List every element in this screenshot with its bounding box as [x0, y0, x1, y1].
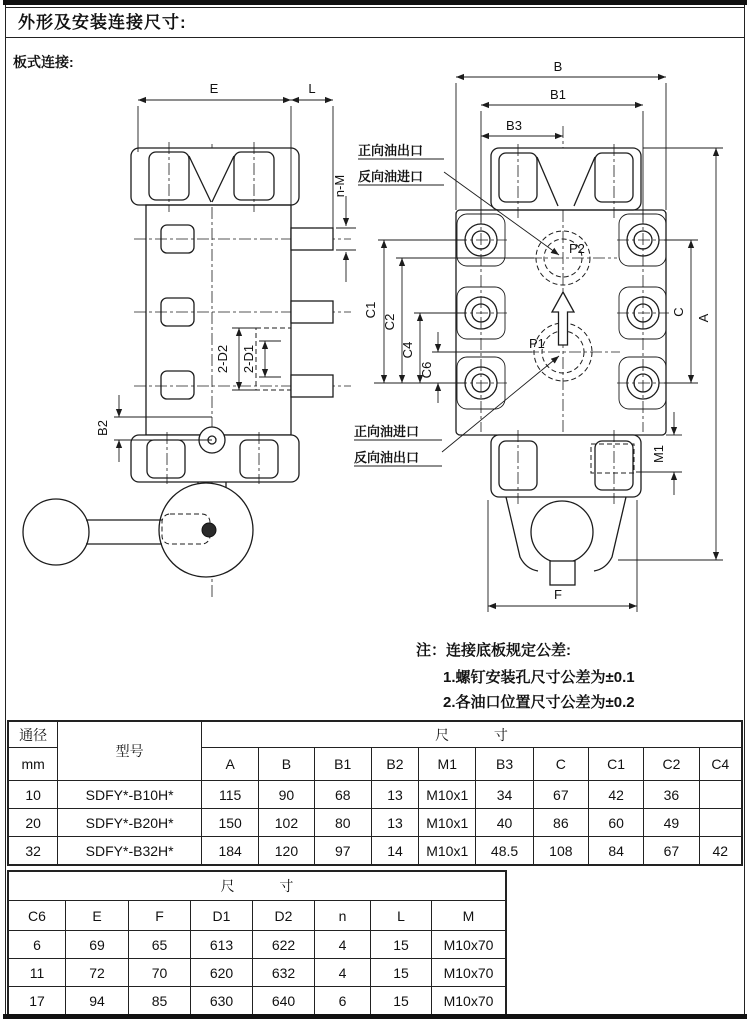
column-header: B3 [476, 748, 533, 781]
bottom-rule [3, 1014, 747, 1019]
cell-value: M10x70 [432, 959, 506, 987]
cell-value: 11 [9, 959, 66, 987]
cell-value: 80 [314, 809, 371, 837]
column-header: D2 [253, 901, 315, 931]
dim-C: C [671, 307, 686, 317]
cell-value [699, 809, 741, 837]
column-header: A [202, 748, 259, 781]
cell-value: 4 [315, 959, 371, 987]
cell-value: 42 [699, 837, 741, 865]
cell-value: 68 [314, 781, 371, 809]
cell-value: 36 [644, 781, 699, 809]
cell-model: SDFY*-B32H* [58, 837, 202, 865]
table-row [9, 987, 506, 1015]
dim-B1: B1 [550, 87, 566, 102]
left-view-dimensions [95, 81, 356, 462]
p1-callout-line2: 反向油出口 [354, 450, 420, 465]
dim-L: L [308, 81, 316, 96]
cell-dn: 20 [9, 809, 58, 837]
cell-value: 13 [371, 781, 418, 809]
table-row [9, 959, 506, 987]
tolerance-notes [416, 641, 635, 711]
p1-callout-line1: 正向油进口 [354, 424, 420, 439]
cell-value: 34 [476, 781, 533, 809]
cell-value: 6 [9, 931, 66, 959]
cell-dn: 10 [9, 781, 58, 809]
table-row [9, 809, 742, 837]
cell-value: 48.5 [476, 837, 533, 865]
cell-value: 632 [253, 959, 315, 987]
cell-value: 14 [371, 837, 418, 865]
cell-value: 108 [533, 837, 588, 865]
cell-value: 15 [371, 959, 432, 987]
cell-value: 17 [9, 987, 66, 1015]
table-row [9, 781, 742, 809]
flow-arrow [552, 292, 574, 345]
dim-E: E [209, 81, 219, 96]
column-header: M1 [419, 748, 476, 781]
col-header-dn: 通径 [9, 722, 58, 748]
cell-model: SDFY*-B20H* [58, 809, 202, 837]
cell-value: 40 [476, 809, 533, 837]
table-row [9, 931, 506, 959]
cell-value: 70 [129, 959, 191, 987]
dim-B3: B3 [506, 118, 522, 133]
cell-value: 15 [371, 987, 432, 1015]
cell-value [699, 781, 741, 809]
column-header: B2 [371, 748, 418, 781]
cell-value: 13 [371, 809, 418, 837]
p2-callout-line1: 正向油出口 [358, 143, 424, 158]
column-header: C2 [644, 748, 699, 781]
cell-value: 90 [259, 781, 314, 809]
cell-value: 65 [129, 931, 191, 959]
column-header: C1 [588, 748, 643, 781]
column-header: B1 [314, 748, 371, 781]
dim-C2: C2 [382, 313, 397, 331]
cell-value: 67 [644, 837, 699, 865]
cell-value: 84 [588, 837, 643, 865]
cell-value: M10x70 [432, 931, 506, 959]
column-header: n [315, 901, 371, 931]
cell-value: 640 [253, 987, 315, 1015]
note-item-1: 1.螺钉安装孔尺寸公差为±0.1 [443, 669, 635, 686]
note-title: 注：连接底板规定公差: [416, 642, 571, 659]
cell-value: 42 [588, 781, 643, 809]
port-p1-label: P1 [529, 336, 545, 351]
cell-value: 85 [129, 987, 191, 1015]
connection-type-label: 板式连接: [13, 54, 74, 70]
col-header-mm: mm [9, 748, 58, 781]
column-header: C [533, 748, 588, 781]
dim-M1: M1 [651, 444, 666, 464]
cell-value: 72 [66, 959, 129, 987]
cell-value: 60 [588, 809, 643, 837]
port-p2-label: P2 [569, 241, 585, 256]
cell-value: 184 [202, 837, 259, 865]
table-row [9, 901, 506, 931]
table-row [9, 872, 506, 901]
page-title: 外形及安装连接尺寸: [18, 13, 187, 32]
dim-2D2: 2-D2 [215, 344, 230, 374]
column-header: D1 [191, 901, 253, 931]
cell-value: 620 [191, 959, 253, 987]
cell-value: 120 [259, 837, 314, 865]
cell-value: 4 [315, 931, 371, 959]
dim-B: B [553, 60, 563, 74]
cell-value: 67 [533, 781, 588, 809]
cell-value: M10x1 [419, 837, 476, 865]
cell-dn: 32 [9, 837, 58, 865]
dim-F: F [554, 587, 562, 602]
column-header: B [259, 748, 314, 781]
column-header: C6 [9, 901, 66, 931]
column-header: C4 [699, 748, 741, 781]
column-header: L [371, 901, 432, 931]
dim-C6: C6 [419, 361, 434, 379]
p2-callout-line2: 反向油进口 [358, 169, 424, 184]
table-row [9, 837, 742, 865]
dim-C4: C4 [400, 341, 415, 359]
dimension-table-secondary [8, 871, 506, 1015]
cell-value: 97 [314, 837, 371, 865]
dim-nM: n-M [332, 174, 347, 198]
col-header-model: 型号 [58, 722, 202, 781]
cell-value: 150 [202, 809, 259, 837]
dim-A: A [696, 313, 711, 323]
cell-value: 6 [315, 987, 371, 1015]
cell-value: 86 [533, 809, 588, 837]
column-header: F [129, 901, 191, 931]
cell-value: M10x70 [432, 987, 506, 1015]
dim-C1: C1 [363, 301, 378, 319]
size-span-header-2: 尺寸 [9, 872, 506, 901]
cell-value: 49 [644, 809, 699, 837]
cell-value: M10x1 [419, 781, 476, 809]
top-rule [3, 0, 747, 5]
technical-drawing [6, 60, 746, 718]
cell-value: 622 [253, 931, 315, 959]
cell-value: 15 [371, 931, 432, 959]
size-span-header: 尺寸 [202, 722, 742, 748]
left-side-view [23, 142, 351, 600]
note-item-2: 2.各油口位置尺寸公差为±0.2 [443, 694, 635, 711]
cell-value: 115 [202, 781, 259, 809]
column-header: E [66, 901, 129, 931]
table-row [9, 722, 742, 748]
title-box [5, 7, 745, 38]
cell-value: 69 [66, 931, 129, 959]
cell-value: 102 [259, 809, 314, 837]
cell-value: M10x1 [419, 809, 476, 837]
cell-model: SDFY*-B10H* [58, 781, 202, 809]
dim-2D1: 2-D1 [241, 344, 256, 374]
dimension-table-main [8, 721, 742, 865]
column-header: M [432, 901, 506, 931]
cell-value: 94 [66, 987, 129, 1015]
dim-B2: B2 [95, 420, 110, 436]
cell-value: 630 [191, 987, 253, 1015]
cell-value: 613 [191, 931, 253, 959]
